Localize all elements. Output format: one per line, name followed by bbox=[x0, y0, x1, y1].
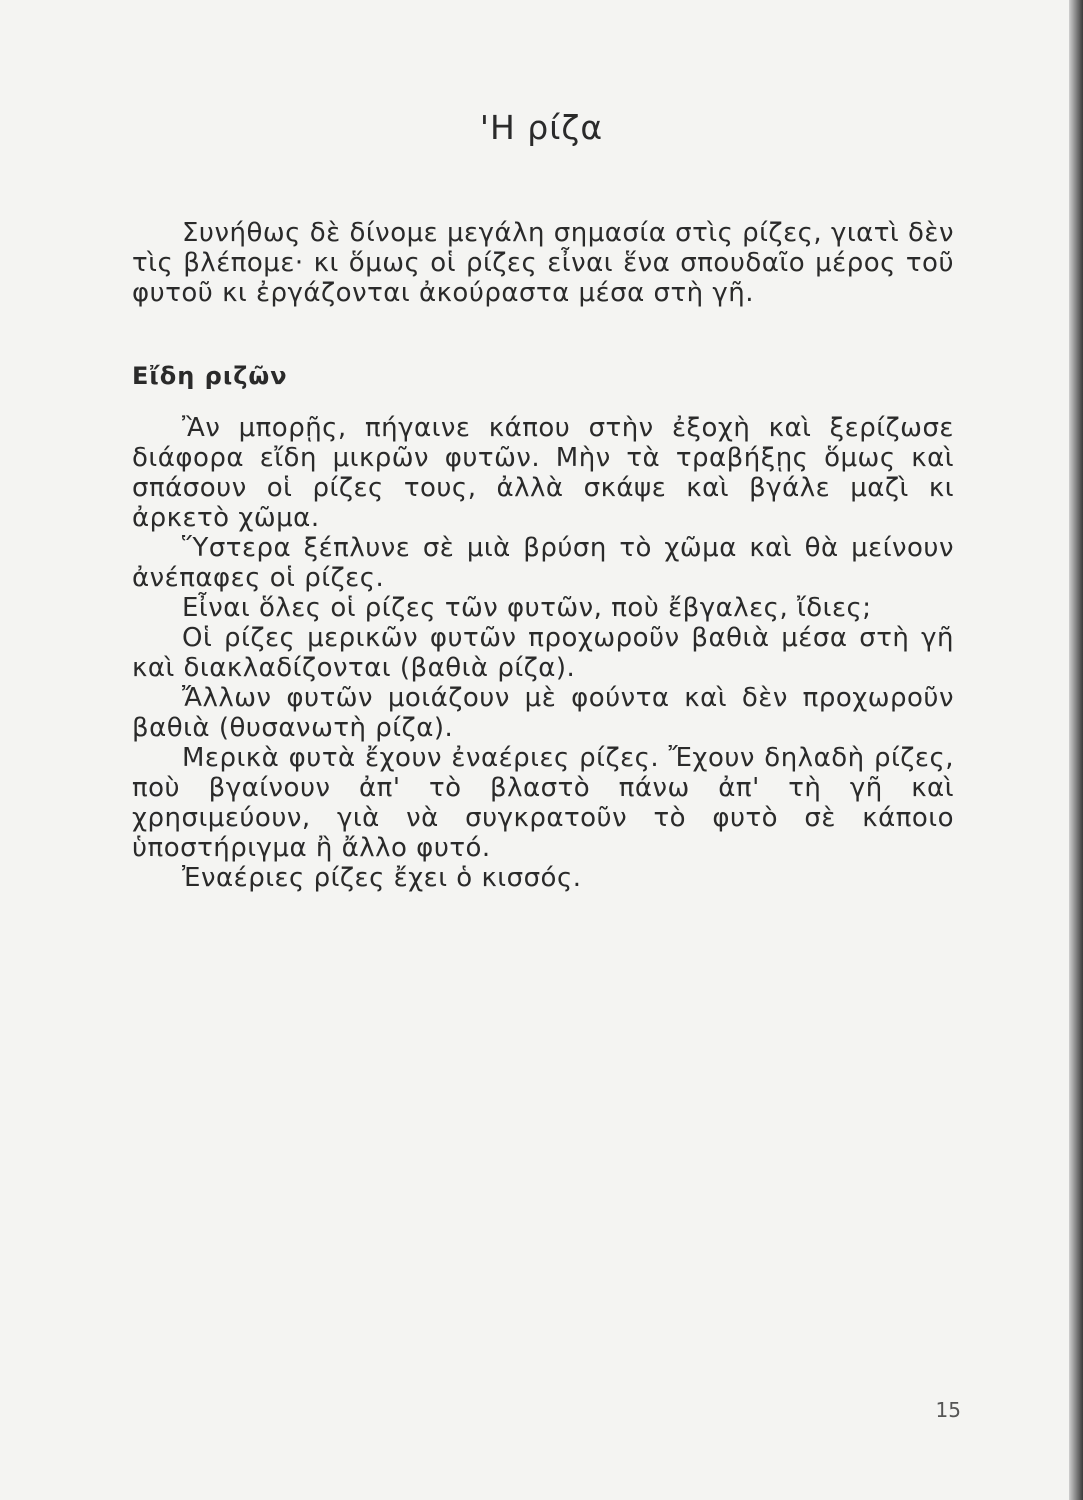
body-paragraph: Ἂν μπορῇς, πήγαινε κάπου στὴν ἐξοχὴ καὶ ξερίζωσε διάφορα εἴδη μικρῶν φυτῶν. Μὴν τὰ τραβήξῃς ὅμως καὶ σπάσουν οἱ ρίζες τους, ἀλλὰ σκάψε καὶ βγάλε μαζὶ κι ἀρκετὸ χῶμα. bbox=[132, 413, 954, 533]
body-paragraph: Ἄλλων φυτῶν μοιάζουν μὲ φούντα καὶ δὲν προχωροῦν βαθιὰ (θυσανωτὴ ρίζα). bbox=[132, 683, 954, 743]
body-paragraph: Μερικὰ φυτὰ ἔχουν ἐναέριες ρίζες. Ἔχουν δηλαδὴ ρίζες, ποὺ βγαίνουν ἀπ' τὸ βλαστὸ πάνω ἀπ' τὴ γῆ καὶ χρησιμεύουν, γιὰ νὰ συγκρατοῦν τὸ φυτὸ σὲ κάποιο ὑποστήριγμα ἢ ἄλλο φυτό. bbox=[132, 743, 954, 863]
body-paragraph: Ὕστερα ξέπλυνε σὲ μιὰ βρύση τὸ χῶμα καὶ θὰ μείνουν ἀνέπαφες οἱ ρίζες. bbox=[132, 533, 954, 593]
intro-text bbox=[132, 218, 954, 308]
body-paragraph: Ἐναέριες ρίζες ἔχει ὁ κισσός. bbox=[182, 863, 582, 893]
section-body bbox=[132, 413, 954, 893]
page-title: 'Η ρίζα bbox=[479, 108, 604, 147]
body-paragraph: Οἱ ρίζες μερικῶν φυτῶν προχωροῦν βαθιὰ μέσα στὴ γῆ καὶ διακλαδίζονται (βαθιὰ ρίζα). bbox=[132, 623, 954, 683]
intro-paragraph: Συνήθως δὲ δίνομε μεγάλη σημασία στὶς ρίζες, γιατὶ δὲν τὶς βλέπομε· κι ὅμως οἱ ρίζες εἶναι ἕνα σπουδαῖο μέρος τοῦ φυτοῦ κι ἐργάζονται ἀκούραστα μέσα στὴ γῆ. bbox=[132, 218, 954, 308]
page-edge-shadow bbox=[1069, 0, 1083, 1500]
section-heading: Εἴδη ριζῶν bbox=[132, 362, 288, 390]
page-number: 15 bbox=[935, 1398, 961, 1422]
body-paragraph: Εἶναι ὅλες οἱ ρίζες τῶν φυτῶν, ποὺ ἔβγαλες, ἴδιες; bbox=[182, 593, 872, 623]
